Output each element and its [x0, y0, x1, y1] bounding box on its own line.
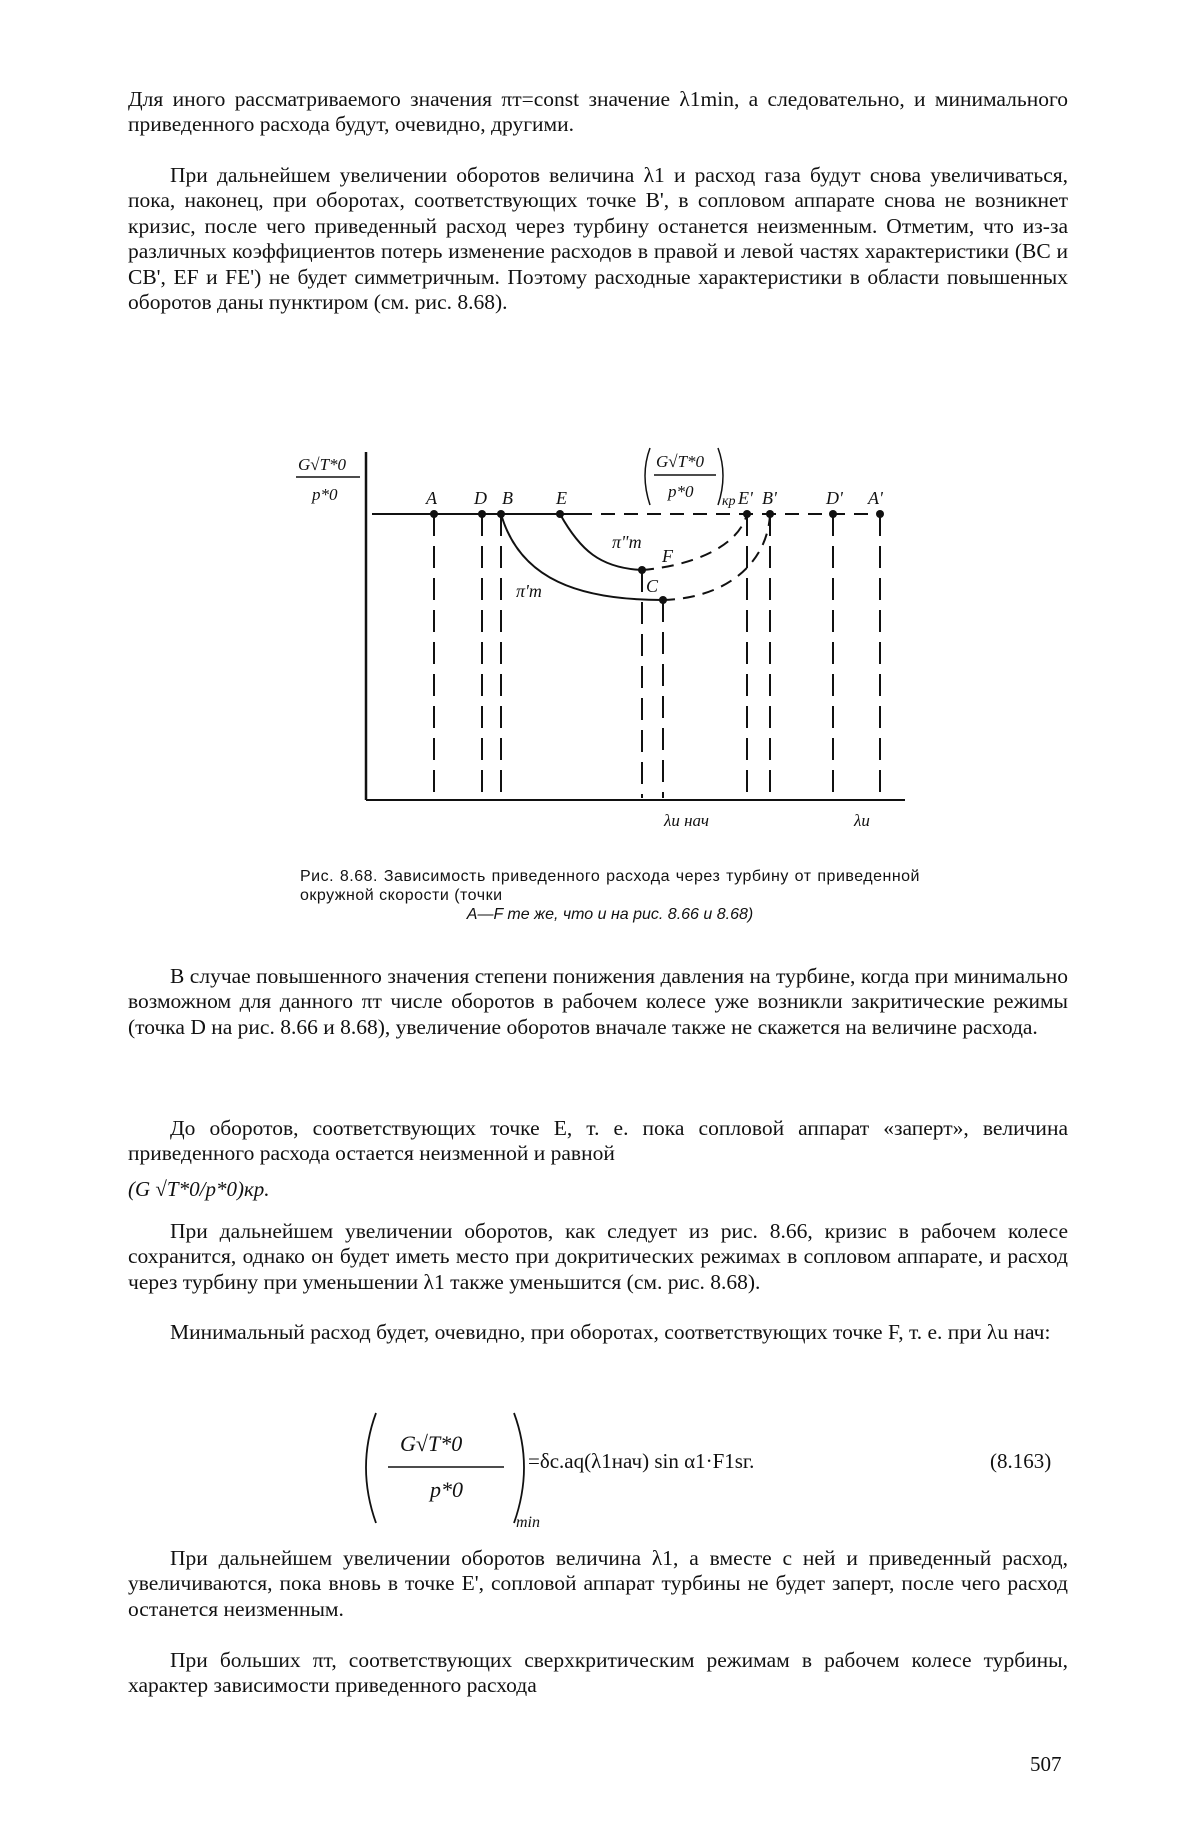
curve-label-upper: π"т	[612, 532, 642, 552]
y-axis-label-numerator: G√T*0	[298, 455, 347, 474]
formula-denominator: p*0	[430, 1477, 463, 1502]
label-B-prime: B'	[762, 488, 777, 508]
paragraph-6: Минимальный расход будет, очевидно, при оборотах, соответствующих точке F, т. е. при λu нач:	[170, 1320, 1051, 1344]
label-E-prime: E'	[738, 488, 753, 508]
label-D-prime: D'	[826, 488, 843, 508]
formula-left-paren	[366, 1413, 376, 1523]
point-A-prime	[876, 510, 884, 518]
formula-8-163	[358, 1405, 1078, 1535]
label-D: D	[474, 488, 487, 508]
label-B: B	[502, 488, 513, 508]
formula-numerator: G√T*0	[400, 1431, 463, 1456]
point-F	[638, 566, 646, 574]
paragraph-5: При дальнейшем увеличении оборотов, как следует из рис. 8.66, кризис в рабочем колесе сохранится, однако он будет иметь место при докритических режимах в сопловом аппарате, и расход через турбину при уменьшении λ1 также уменьшится (см. рис. 8.68).	[128, 1219, 1068, 1294]
x-label-end: λu	[854, 811, 870, 830]
formula-min-subscript: min	[516, 1514, 540, 1531]
caption-rest: A—F те же, что и на рис. 8.66 и 8.68)	[466, 906, 754, 923]
point-E-prime	[743, 510, 751, 518]
inline-formula-critical-flow: (G √T*0/p*0)кр.	[128, 1177, 270, 1201]
figure-caption	[300, 867, 920, 924]
point-B-prime	[766, 510, 774, 518]
label-C: C	[646, 576, 659, 596]
page-number: 507	[1030, 1752, 1062, 1776]
label-F: F	[662, 546, 673, 566]
x-label-start: λu нач	[664, 811, 709, 830]
point-B	[497, 510, 505, 518]
paragraph-4: До оборотов, соответствующих точке E, т. е. пока сопловой аппарат «заперт», величина приведенного расхода остается неизменной и равной	[128, 1116, 1068, 1166]
point-E	[556, 510, 564, 518]
paragraph-3: В случае повышенного значения степени понижения давления на турбине, когда при минимально возможном для данного πт числе оборотов в рабочем колесе уже возникли закритические режимы (точка D на рис. 8.66 и 8.68), увеличение оборотов вначале также не скажется на величине расхода.	[128, 964, 1068, 1039]
figure-8-68	[0, 0, 1200, 830]
paragraph-8: При больших πт, соответствующих сверхкритическим режимам в рабочем колесе турбины, характер зависимости приведенного расхода	[128, 1648, 1068, 1698]
point-C	[659, 596, 667, 604]
annotation-denominator: p*0	[668, 482, 694, 501]
annotation-subscript: кр	[722, 494, 736, 509]
paragraph-2: При дальнейшем увеличении оборотов величина λ1 и расход газа будут снова увеличиваться, пока, наконец, при оборотах, соответствующих точке B', в сопловом аппарате снова не возникнет кризис, после чего приведенный расход через турбину останется неизменным. Отметим, что из-за различных коэффициентов потерь изменение расходов в правой и левой частях характеристики (BC и CB', EF и FE') не будет симметричным. Поэтому расходные характеристики в области повышенных оборотов даны пунктиром (см. рис. 8.68).	[128, 163, 1068, 315]
formula-rhs: =δс.аq(λ1нач) sin α1·F1sг.	[528, 1449, 755, 1473]
curve-pi-t-upper-dashed	[642, 514, 747, 570]
label-A-prime: A'	[868, 488, 883, 508]
y-axis-label-denominator: p*0	[312, 485, 338, 504]
point-A	[430, 510, 438, 518]
paragraph-1: Для иного рассматриваемого значения πт=const значение λ1min, а следовательно, и минимального приведенного расхода будут, очевидно, другими.	[128, 87, 1068, 137]
point-D	[478, 510, 486, 518]
curve-label-lower: π'т	[516, 581, 542, 601]
paragraph-7: При дальнейшем увеличении оборотов величина λ1, а вместе с ней и приведенный расход, увеличиваются, пока вновь в точке E', сопловой аппарат турбины не будет заперт, после чего расход останется неизменным.	[128, 1546, 1068, 1621]
label-A: A	[426, 488, 437, 508]
formula-number: (8.163)	[990, 1449, 1052, 1473]
annotation-numerator: G√T*0	[656, 452, 705, 471]
caption-title: Рис. 8.68. Зависимость приведенного расхода через турбину от приведенной окружной скорости (точки	[300, 868, 920, 904]
curve-pi-t-lower-dashed	[663, 514, 770, 600]
annotation-left-paren	[645, 448, 650, 505]
point-D-prime	[829, 510, 837, 518]
formula-right-paren	[514, 1413, 524, 1523]
label-E: E	[556, 488, 567, 508]
